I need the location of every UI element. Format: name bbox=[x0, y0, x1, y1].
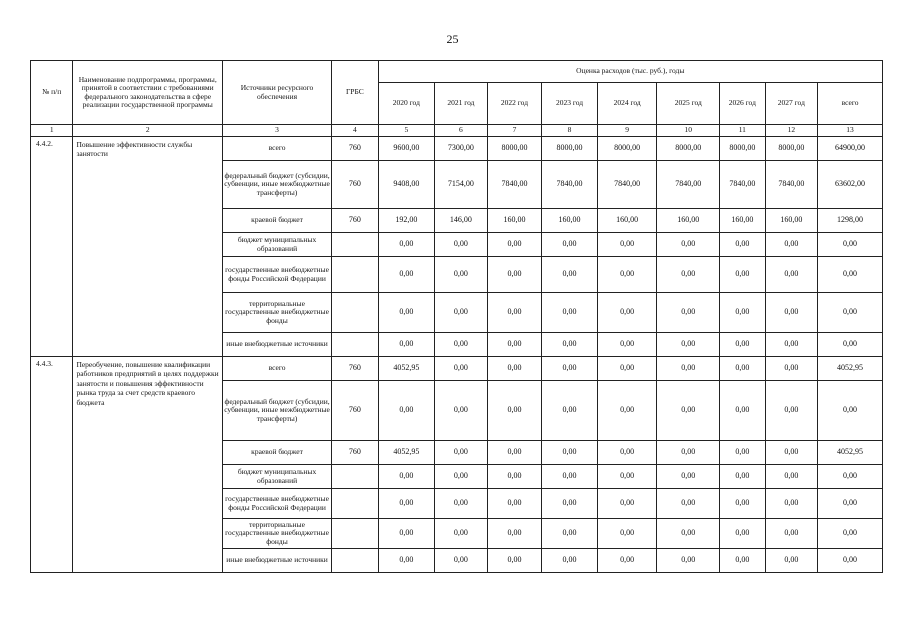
col-name-header: Наименование подпрограммы, программы, принятой в соответствии с требованиями федерального законодательства в сфере реализации государственной программы bbox=[73, 61, 223, 125]
grbs-code bbox=[332, 233, 378, 257]
year-value: 0,00 bbox=[487, 465, 542, 489]
col-num-header: № п/п bbox=[31, 61, 73, 125]
year-value: 160,00 bbox=[765, 209, 818, 233]
year-value: 0,00 bbox=[657, 381, 720, 441]
item-code: 4.4.3. bbox=[31, 357, 73, 573]
year-value: 0,00 bbox=[487, 549, 542, 573]
grbs-code: 760 bbox=[332, 381, 378, 441]
year-value: 4052,95 bbox=[378, 441, 435, 465]
year-value: 7300,00 bbox=[435, 137, 488, 161]
funding-source: территориальные государственные внебюджетные фонды bbox=[222, 293, 331, 333]
year-value: 160,00 bbox=[657, 209, 720, 233]
year-value: 0,00 bbox=[435, 465, 488, 489]
year-value: 0,00 bbox=[765, 489, 818, 519]
grbs-code: 760 bbox=[332, 137, 378, 161]
year-value: 8000,00 bbox=[657, 137, 720, 161]
column-index: 4 bbox=[332, 125, 378, 137]
year-value: 0,00 bbox=[487, 233, 542, 257]
year-value: 0,00 bbox=[435, 441, 488, 465]
year-value: 0,00 bbox=[378, 489, 435, 519]
column-index: 13 bbox=[818, 125, 883, 137]
year-value: 0,00 bbox=[765, 549, 818, 573]
year-value: 0,00 bbox=[765, 333, 818, 357]
year-value: 0,00 bbox=[597, 441, 657, 465]
column-index: 6 bbox=[435, 125, 488, 137]
year-value: 0,00 bbox=[487, 257, 542, 293]
year-header: 2027 год bbox=[765, 83, 818, 125]
grbs-code bbox=[332, 549, 378, 573]
year-value: 0,00 bbox=[765, 465, 818, 489]
column-index: 3 bbox=[222, 125, 331, 137]
year-value: 0,00 bbox=[378, 333, 435, 357]
year-value: 7840,00 bbox=[720, 161, 765, 209]
column-index: 12 bbox=[765, 125, 818, 137]
year-value: 0,00 bbox=[657, 441, 720, 465]
year-value: 0,00 bbox=[720, 549, 765, 573]
funding-source: всего bbox=[222, 137, 331, 161]
year-value: 0,00 bbox=[435, 357, 488, 381]
grbs-code bbox=[332, 293, 378, 333]
year-value: 160,00 bbox=[542, 209, 598, 233]
total-value: 64900,00 bbox=[818, 137, 883, 161]
total-value: 4052,95 bbox=[818, 441, 883, 465]
grbs-code: 760 bbox=[332, 209, 378, 233]
funding-source: территориальные государственные внебюджетные фонды bbox=[222, 519, 331, 549]
year-value: 0,00 bbox=[435, 381, 488, 441]
col-estimate-header: Оценка расходов (тыс. руб.), годы bbox=[378, 61, 882, 83]
year-value: 8000,00 bbox=[765, 137, 818, 161]
year-value: 0,00 bbox=[378, 465, 435, 489]
column-index: 8 bbox=[542, 125, 598, 137]
year-value: 0,00 bbox=[378, 519, 435, 549]
year-value: 160,00 bbox=[597, 209, 657, 233]
funding-source: краевой бюджет bbox=[222, 209, 331, 233]
total-value: 0,00 bbox=[818, 489, 883, 519]
column-index: 7 bbox=[487, 125, 542, 137]
year-value: 0,00 bbox=[657, 549, 720, 573]
year-value: 8000,00 bbox=[487, 137, 542, 161]
total-value: 0,00 bbox=[818, 519, 883, 549]
total-value: 4052,95 bbox=[818, 357, 883, 381]
year-value: 4052,95 bbox=[378, 357, 435, 381]
total-value: 0,00 bbox=[818, 257, 883, 293]
year-value: 0,00 bbox=[542, 233, 598, 257]
year-value: 0,00 bbox=[378, 381, 435, 441]
year-value: 7840,00 bbox=[487, 161, 542, 209]
year-value: 0,00 bbox=[720, 519, 765, 549]
year-value: 0,00 bbox=[542, 333, 598, 357]
funding-source: бюджет муниципальных образований bbox=[222, 465, 331, 489]
year-value: 9408,00 bbox=[378, 161, 435, 209]
year-value: 0,00 bbox=[657, 519, 720, 549]
total-value: 0,00 bbox=[818, 381, 883, 441]
year-value: 7840,00 bbox=[542, 161, 598, 209]
expense-table bbox=[30, 60, 883, 573]
year-value: 0,00 bbox=[597, 519, 657, 549]
column-index: 1 bbox=[31, 125, 73, 137]
grbs-code bbox=[332, 333, 378, 357]
year-value: 0,00 bbox=[435, 257, 488, 293]
year-value: 0,00 bbox=[597, 293, 657, 333]
total-value: 0,00 bbox=[818, 465, 883, 489]
grbs-code: 760 bbox=[332, 161, 378, 209]
column-index: 5 bbox=[378, 125, 435, 137]
year-value: 0,00 bbox=[597, 465, 657, 489]
year-value: 0,00 bbox=[765, 233, 818, 257]
year-header: 2023 год bbox=[542, 83, 598, 125]
year-value: 0,00 bbox=[435, 293, 488, 333]
year-value: 0,00 bbox=[720, 257, 765, 293]
table-row bbox=[31, 357, 883, 381]
year-value: 0,00 bbox=[720, 333, 765, 357]
funding-source: краевой бюджет bbox=[222, 441, 331, 465]
year-value: 8000,00 bbox=[542, 137, 598, 161]
grbs-code bbox=[332, 465, 378, 489]
year-value: 0,00 bbox=[542, 465, 598, 489]
total-value: 0,00 bbox=[818, 233, 883, 257]
year-value: 0,00 bbox=[542, 489, 598, 519]
year-value: 0,00 bbox=[378, 233, 435, 257]
year-value: 0,00 bbox=[720, 465, 765, 489]
year-value: 0,00 bbox=[720, 233, 765, 257]
year-value: 0,00 bbox=[542, 257, 598, 293]
year-value: 0,00 bbox=[765, 441, 818, 465]
funding-source: федеральный бюджет (субсидии, субвенции, иные межбюджетные трансферты) bbox=[222, 161, 331, 209]
column-index: 10 bbox=[657, 125, 720, 137]
year-value: 0,00 bbox=[720, 381, 765, 441]
year-value: 0,00 bbox=[765, 257, 818, 293]
year-value: 192,00 bbox=[378, 209, 435, 233]
year-value: 0,00 bbox=[378, 257, 435, 293]
column-index: 11 bbox=[720, 125, 765, 137]
year-value: 0,00 bbox=[542, 519, 598, 549]
year-value: 0,00 bbox=[435, 549, 488, 573]
table-row bbox=[31, 137, 883, 161]
year-value: 0,00 bbox=[542, 549, 598, 573]
funding-source: федеральный бюджет (субсидии, субвенции, иные межбюджетные трансферты) bbox=[222, 381, 331, 441]
year-value: 0,00 bbox=[597, 489, 657, 519]
year-value: 0,00 bbox=[657, 357, 720, 381]
funding-source: государственные внебюджетные фонды Российской Федерации bbox=[222, 257, 331, 293]
year-value: 0,00 bbox=[765, 357, 818, 381]
total-header: всего bbox=[818, 83, 883, 125]
year-value: 0,00 bbox=[378, 293, 435, 333]
year-value: 0,00 bbox=[597, 381, 657, 441]
year-value: 0,00 bbox=[378, 549, 435, 573]
total-value: 0,00 bbox=[818, 549, 883, 573]
grbs-code bbox=[332, 257, 378, 293]
year-value: 160,00 bbox=[720, 209, 765, 233]
year-header: 2021 год bbox=[435, 83, 488, 125]
year-value: 0,00 bbox=[720, 489, 765, 519]
year-header: 2024 год bbox=[597, 83, 657, 125]
year-value: 0,00 bbox=[542, 381, 598, 441]
year-header: 2020 год bbox=[378, 83, 435, 125]
item-code: 4.4.2. bbox=[31, 137, 73, 357]
year-value: 0,00 bbox=[487, 489, 542, 519]
total-value: 1298,00 bbox=[818, 209, 883, 233]
year-value: 8000,00 bbox=[720, 137, 765, 161]
funding-source: иные внебюджетные источники bbox=[222, 549, 331, 573]
table-body bbox=[31, 137, 883, 573]
year-value: 0,00 bbox=[435, 489, 488, 519]
total-value: 63602,00 bbox=[818, 161, 883, 209]
year-value: 0,00 bbox=[597, 549, 657, 573]
year-value: 7840,00 bbox=[597, 161, 657, 209]
year-value: 0,00 bbox=[657, 333, 720, 357]
year-header: 2026 год bbox=[720, 83, 765, 125]
grbs-code bbox=[332, 519, 378, 549]
year-value: 0,00 bbox=[597, 357, 657, 381]
year-value: 7154,00 bbox=[435, 161, 488, 209]
year-value: 0,00 bbox=[542, 293, 598, 333]
year-value: 0,00 bbox=[435, 333, 488, 357]
year-value: 0,00 bbox=[487, 293, 542, 333]
year-value: 0,00 bbox=[765, 381, 818, 441]
funding-source: государственные внебюджетные фонды Российской Федерации bbox=[222, 489, 331, 519]
col-source-header: Источники ресурсного обеспечения bbox=[222, 61, 331, 125]
grbs-code: 760 bbox=[332, 441, 378, 465]
year-value: 0,00 bbox=[542, 357, 598, 381]
year-value: 7840,00 bbox=[765, 161, 818, 209]
year-value: 0,00 bbox=[657, 257, 720, 293]
year-value: 0,00 bbox=[765, 519, 818, 549]
grbs-code: 760 bbox=[332, 357, 378, 381]
year-value: 0,00 bbox=[487, 333, 542, 357]
year-value: 0,00 bbox=[597, 233, 657, 257]
year-value: 0,00 bbox=[435, 233, 488, 257]
column-index: 2 bbox=[73, 125, 223, 137]
year-value: 0,00 bbox=[720, 293, 765, 333]
year-value: 0,00 bbox=[657, 489, 720, 519]
year-value: 160,00 bbox=[487, 209, 542, 233]
item-name: Переобучение, повышение квалификации работников предприятий в целях поддержки занятости и повышения эффективности рынка труда за счет средств краевого бюджета bbox=[73, 357, 223, 573]
funding-source: иные внебюджетные источники bbox=[222, 333, 331, 357]
column-index: 9 bbox=[597, 125, 657, 137]
page-number: 25 bbox=[446, 32, 459, 46]
year-value: 0,00 bbox=[597, 333, 657, 357]
year-value: 0,00 bbox=[435, 519, 488, 549]
funding-source: всего bbox=[222, 357, 331, 381]
year-value: 0,00 bbox=[487, 381, 542, 441]
year-value: 0,00 bbox=[765, 293, 818, 333]
column-index-row bbox=[31, 125, 883, 137]
year-value: 0,00 bbox=[542, 441, 598, 465]
year-value: 0,00 bbox=[657, 465, 720, 489]
funding-source: бюджет муниципальных образований bbox=[222, 233, 331, 257]
year-value: 0,00 bbox=[720, 441, 765, 465]
year-value: 0,00 bbox=[657, 293, 720, 333]
col-grbs-header: ГРБС bbox=[332, 61, 378, 125]
year-value: 146,00 bbox=[435, 209, 488, 233]
year-value: 9600,00 bbox=[378, 137, 435, 161]
total-value: 0,00 bbox=[818, 333, 883, 357]
year-value: 8000,00 bbox=[597, 137, 657, 161]
year-value: 0,00 bbox=[657, 233, 720, 257]
item-name: Повышение эффективности службы занятости bbox=[73, 137, 223, 357]
year-value: 0,00 bbox=[720, 357, 765, 381]
total-value: 0,00 bbox=[818, 293, 883, 333]
year-value: 0,00 bbox=[597, 257, 657, 293]
year-value: 7840,00 bbox=[657, 161, 720, 209]
year-header: 2025 год bbox=[657, 83, 720, 125]
year-value: 0,00 bbox=[487, 519, 542, 549]
year-value: 0,00 bbox=[487, 441, 542, 465]
year-header: 2022 год bbox=[487, 83, 542, 125]
year-value: 0,00 bbox=[487, 357, 542, 381]
grbs-code bbox=[332, 489, 378, 519]
